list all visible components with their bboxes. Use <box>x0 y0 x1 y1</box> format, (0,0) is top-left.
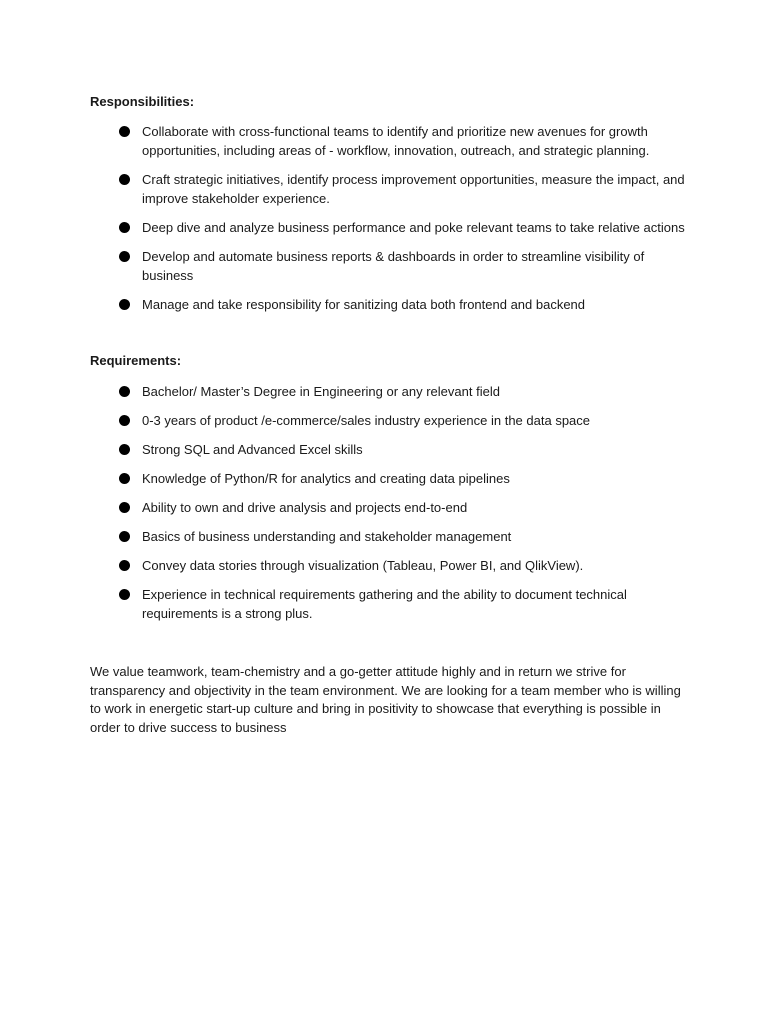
requirements-heading: Requirements: <box>90 353 182 368</box>
bullet-icon <box>119 299 130 310</box>
list-item-text: 0-3 years of product /e-commerce/sales industry experience in the data space <box>142 413 591 428</box>
list-item <box>118 247 698 285</box>
bullet-icon <box>119 174 130 185</box>
bullet-icon <box>119 589 130 600</box>
list-item <box>118 440 698 459</box>
list-item-text: Convey data stories through visualization (Tableau, Power BI, and QlikView). <box>142 558 584 573</box>
bullet-icon <box>119 560 130 571</box>
list-item <box>118 498 698 517</box>
list-item <box>118 469 698 488</box>
list-item-text: Craft strategic initiatives, identify process improvement opportunities, measure the impact, and improve stakeholder experience. <box>142 172 685 206</box>
list-item <box>118 122 698 160</box>
list-item <box>118 585 698 623</box>
list-item-text: Develop and automate business reports & dashboards in order to streamline visibility of business <box>142 249 645 283</box>
list-item <box>118 382 698 401</box>
list-item-text: Experience in technical requirements gathering and the ability to document technical requirements is a strong plus. <box>142 587 627 621</box>
list-item <box>118 556 698 575</box>
list-item <box>118 527 698 546</box>
list-item-text: Knowledge of Python/R for analytics and creating data pipelines <box>142 471 510 486</box>
list-item <box>118 218 698 237</box>
list-item-text: Ability to own and drive analysis and projects end-to-end <box>142 500 468 515</box>
list-item <box>118 170 698 208</box>
responsibilities-list <box>118 122 698 324</box>
list-item-text: Deep dive and analyze business performance and poke relevant teams to take relative actions <box>142 220 685 235</box>
bullet-icon <box>119 531 130 542</box>
bullet-icon <box>119 386 130 397</box>
bullet-icon <box>119 473 130 484</box>
closing-paragraph: We value teamwork, team-chemistry and a go-getter attitude highly and in return we strive for transparency and objectivity in the team environment. We are looking for a team member who is willing to work in energetic start-up culture and bring in positivity to showcase that everything is possible in order to drive success to business <box>90 664 681 736</box>
list-item <box>118 295 698 314</box>
list-item-text: Basics of business understanding and stakeholder management <box>142 529 512 544</box>
bullet-icon <box>119 415 130 426</box>
list-item <box>118 411 698 430</box>
requirements-list <box>118 382 698 633</box>
list-item-text: Collaborate with cross-functional teams to identify and prioritize new avenues for growth opportunities, including areas of - workflow, innovation, outreach, and strategic planning. <box>142 124 650 158</box>
responsibilities-heading: Responsibilities: <box>90 94 195 109</box>
bullet-icon <box>119 502 130 513</box>
bullet-icon <box>119 126 130 137</box>
list-item-text: Manage and take responsibility for sanitizing data both frontend and backend <box>142 297 586 312</box>
list-item-text: Bachelor/ Master’s Degree in Engineering or any relevant field <box>142 384 500 399</box>
bullet-icon <box>119 251 130 262</box>
bullet-icon <box>119 222 130 233</box>
bullet-icon <box>119 444 130 455</box>
list-item-text: Strong SQL and Advanced Excel skills <box>142 442 363 457</box>
